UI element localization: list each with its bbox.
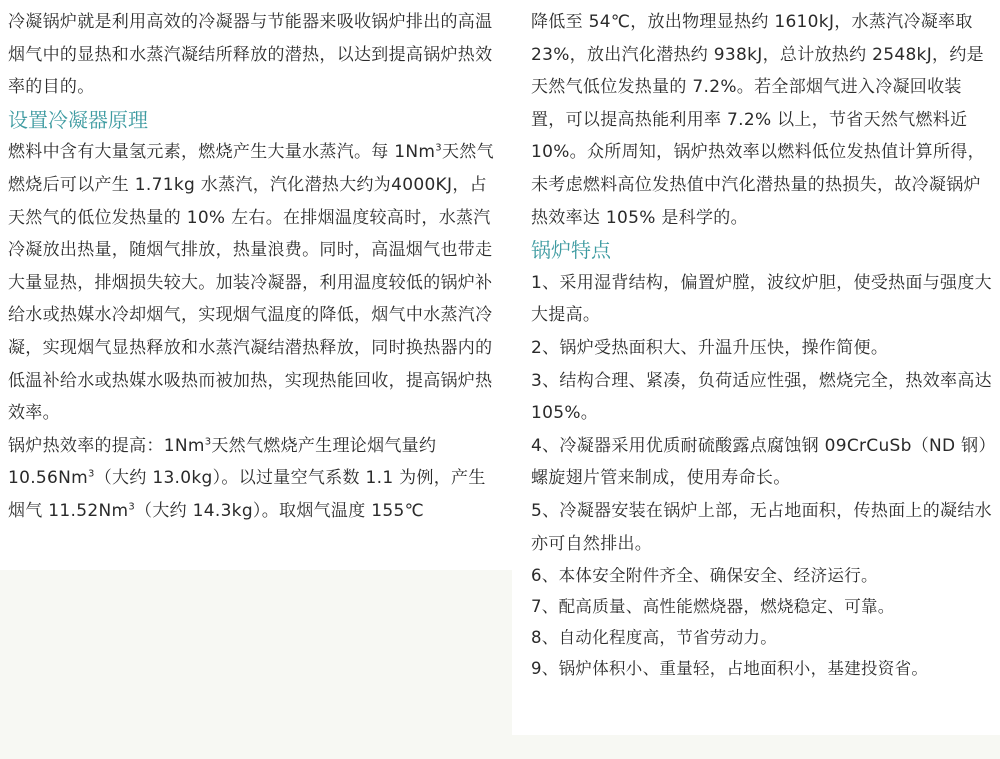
principle-text-b: 天然气燃烧后可以产生 1.71kg 水蒸汽，汽化潜热大约为4000KJ，占天然气的低位发热量的 10% 左右。在排烟温度较高时，水蒸汽冷凝放出热量，随烟气排放，热量浪费。同时，高温烟气也带走大量显热，排烟损失较大。加装冷凝器，利用温度较低的锅炉补给水或热媒水冷却烟气，实现烟气温度的降低，烟气中水蒸汽冷凝，实现烟气显热释放和水蒸汽凝结潜热释放，同时换热器内的低温补给水或热媒水吸热而被加热，实现热能回收，提高锅炉热效率。: [8, 142, 494, 424]
efficiency-continued-paragraph: 降低至 54℃，放出物理显热约 1610kJ，水蒸汽冷凝率取23%，放出汽化潜热约 938kJ，总计放热约 2548kJ，约是天然气低位发热量的 7.2%。若全部烟气进入冷凝回收装置，可以提高热能利用率 7.2% 以上，节省天然气燃料近10%。众所周知，锅炉热效率以燃料低位发热值计算所得，未考虑燃料高位发热值中汽化潜热量的热损失，故冷凝锅炉热效率达 105% 是科学的。: [531, 12, 985, 228]
efficiency-text-a: 锅炉热效率的提高：1Nm: [8, 435, 205, 456]
feature-item: 7、配高质量、高性能燃烧器，燃烧稳定、可靠。: [531, 597, 895, 617]
efficiency-text-b: 天然气燃烧产生理论烟气量约10.56Nm: [8, 435, 437, 489]
principle-paragraph: [8, 136, 502, 429]
feature-item: 5、冷凝器安装在锅炉上部，无占地面积，传热面上的凝结水亦可自然排出。: [531, 500, 992, 554]
feature-item: 1、采用湿背结构，偏置炉膛，波纹炉胆，使受热面与强度大大提高。: [531, 272, 992, 326]
efficiency-text-d: （大约 14.3kg）。取烟气温度 155℃: [135, 500, 424, 521]
principle-text-a: 燃料中含有大量氢元素，燃烧产生大量水蒸汽。每 1Nm: [8, 142, 436, 163]
feature-item: 9、锅炉体积小、重量轻，占地面积小，基建投资省。: [531, 659, 929, 679]
left-column: [8, 6, 502, 528]
feature-item: 4、冷凝器采用优质耐硫酸露点腐蚀钢 09CrCuSb（ND 钢）螺旋翅片管来制成，使用寿命长。: [531, 435, 988, 489]
feature-item: 2、锅炉受热面积大、升温升压快，操作简便。: [531, 337, 889, 358]
superscript: 3: [435, 142, 442, 154]
feature-item: 6、本体安全附件齐全、确保安全、经济运行。: [531, 566, 878, 586]
intro-paragraph: 冷凝锅炉就是利用高效的冷凝器与节能器来吸收锅炉排出的高温烟气中的显热和水蒸汽凝结所释放的潜热，以达到提高锅炉热效率的目的。: [8, 12, 493, 98]
feature-item: 8、自动化程度高，节省劳动力。: [531, 628, 777, 648]
superscript: 3: [88, 468, 95, 480]
principle-heading: 设置冷凝器原理: [8, 107, 148, 132]
superscript: 3: [128, 501, 136, 513]
features-list: [531, 267, 995, 684]
efficiency-paragraph: [8, 430, 502, 528]
right-column: [531, 6, 995, 684]
efficiency-text-c: （大约 13.0kg）。以过量空气系数 1.1 为例，产生烟气 11.52Nm: [8, 468, 486, 521]
superscript: 3: [204, 436, 212, 448]
features-heading: 锅炉特点: [531, 238, 611, 263]
feature-item: 3、结构合理、紧凑，负荷适应性强，燃烧完全，热效率高达 105%。: [531, 370, 992, 424]
